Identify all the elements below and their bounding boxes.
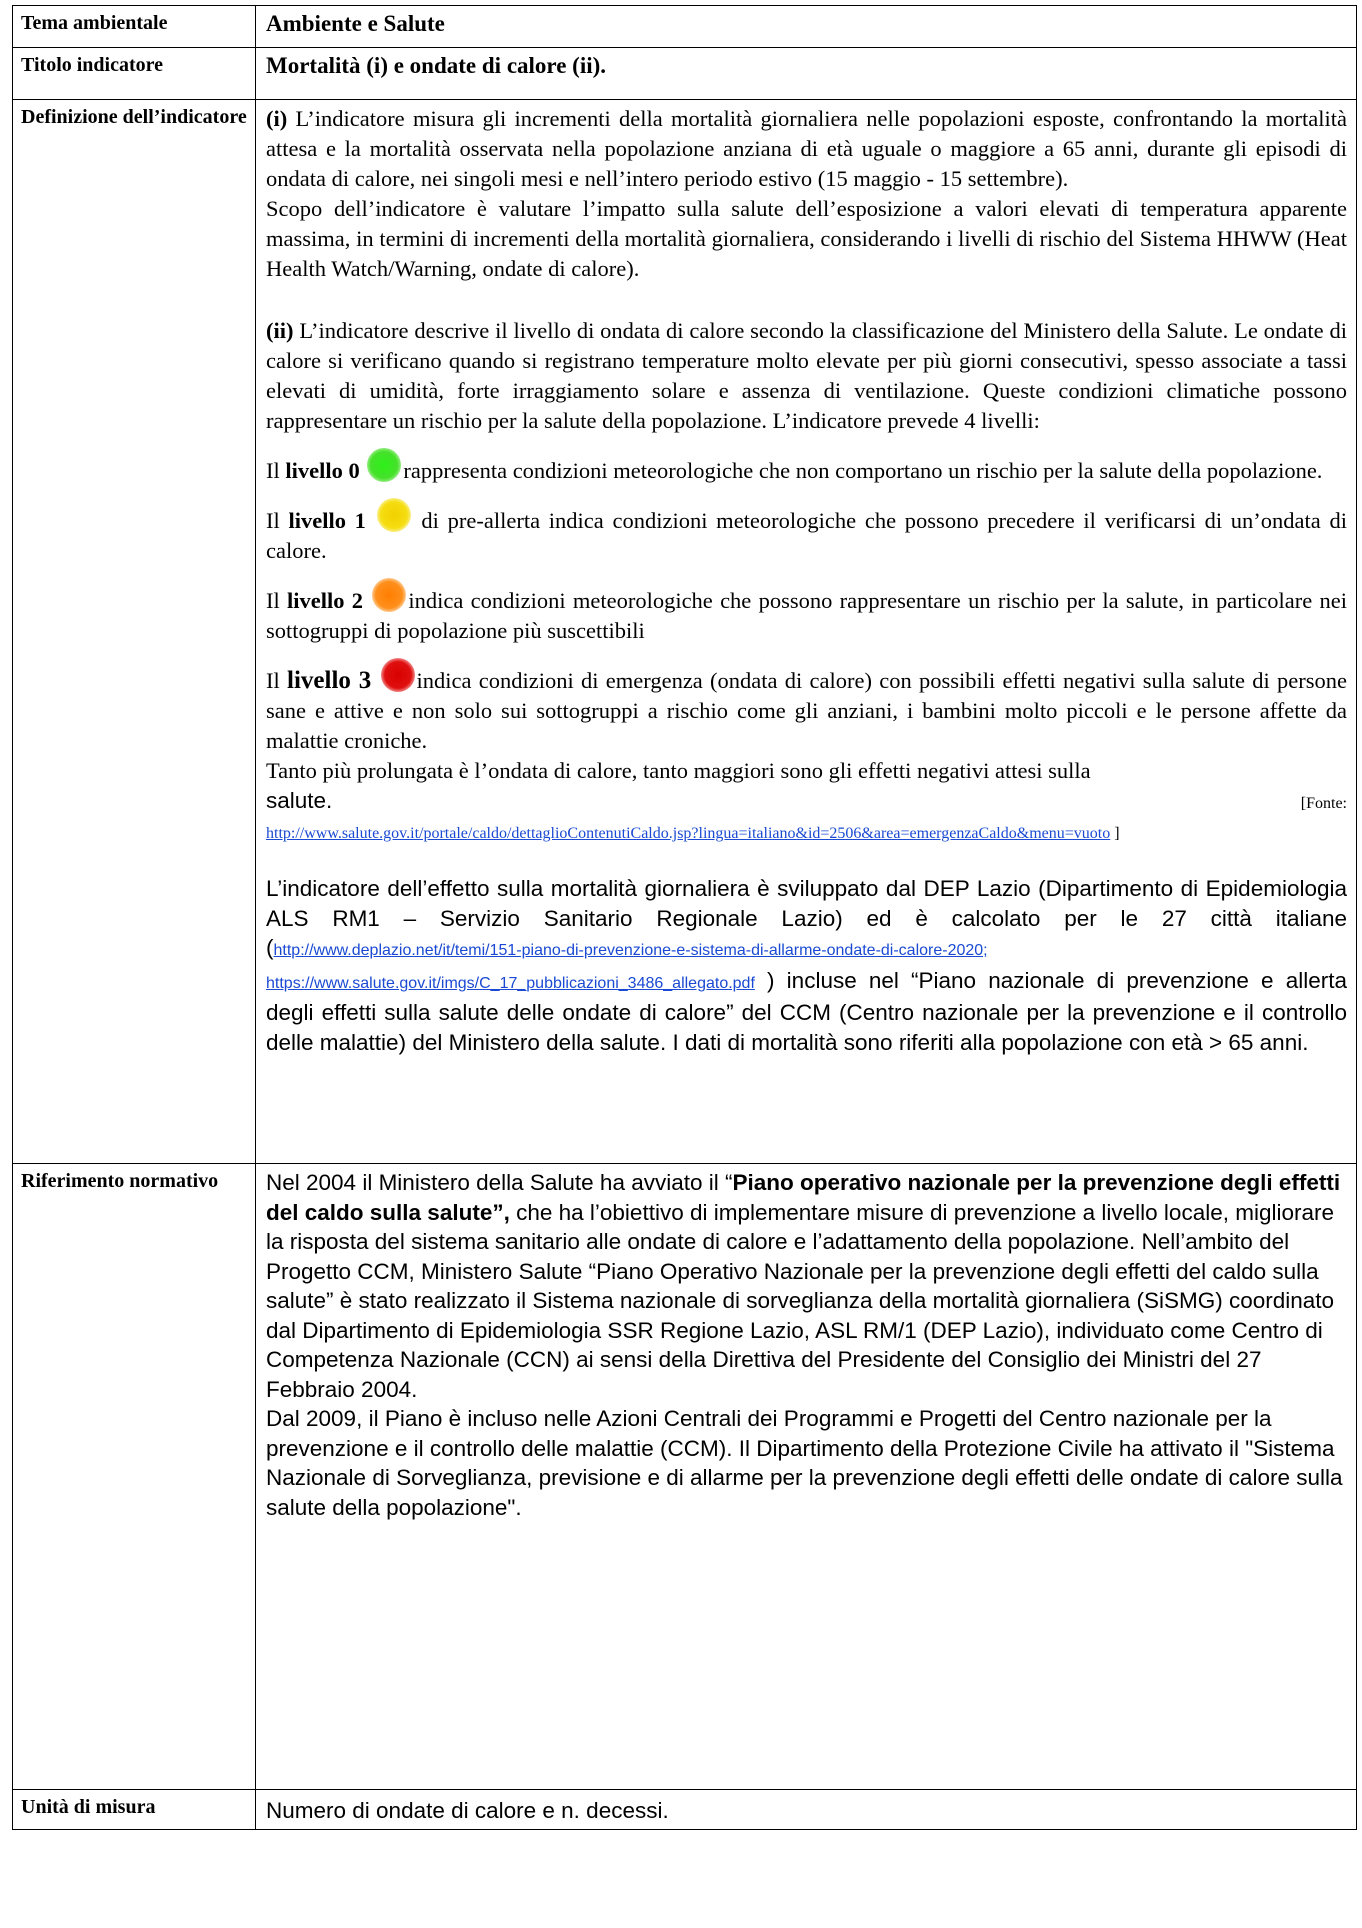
marker-ii: (ii): [266, 318, 294, 343]
value-tema: Ambiente e Salute: [256, 6, 1357, 48]
level-0-name: livello 0: [285, 458, 360, 483]
value-titolo: Mortalità (i) e ondate di calore (ii).: [256, 48, 1357, 100]
def-paragraph-i: [266, 104, 1347, 194]
red-circle-icon: [381, 658, 415, 692]
label-unita: Unità di misura: [13, 1790, 256, 1830]
level-0-text: rappresenta condizioni meteorologiche che non comportano un rischio per la salute della popolazione.: [403, 458, 1323, 483]
level-1-text: di pre-allerta indica condizioni meteorologiche che possono precedere il verificarsi di un’ondata di calore.: [266, 508, 1347, 563]
level-1-item: Il livello 1 di pre-allerta indica condizioni meteorologiche che possono precedere il verificarsi di un’ondata di calore.: [266, 498, 1347, 566]
level-0-item: Il livello 0 rappresenta condizioni meteorologiche che non comportano un rischio per la salute della popolazione.: [266, 448, 1347, 486]
row-riferimento: [13, 1164, 1357, 1790]
orange-circle-icon: [372, 578, 406, 612]
indicator-table: [12, 5, 1357, 1830]
level-2-name: livello 2: [287, 588, 364, 613]
label-riferimento: Riferimento normativo: [13, 1164, 256, 1790]
row-definizione: [13, 100, 1357, 1164]
marker-i: (i): [266, 106, 288, 131]
ref-plan-title: Piano operativo nazionale per la prevenzione degli effetti del caldo sulla salute”,: [266, 1170, 1341, 1225]
value-unita: Numero di ondate di calore e n. decessi.: [256, 1790, 1357, 1830]
source-link[interactable]: http://www.salute.gov.it/portale/caldo/dettaglioContenutiCaldo.jsp?lingua=italiano&id=2506&area=emergenzaCaldo&menu=vuoto: [266, 825, 1111, 842]
salute-pdf-link[interactable]: https://www.salute.gov.it/imgs/C_17_pubblicazioni_3486_allegato.pdf: [266, 974, 755, 992]
level-3-name: livello 3: [287, 667, 372, 694]
source-link-line: http://www.salute.gov.it/portale/caldo/dettaglioContenutiCaldo.jsp?lingua=italiano&id=2506&area=emergenzaCaldo&menu=vuoto ]: [266, 825, 1120, 842]
deplazio-link[interactable]: http://www.deplazio.net/it/temi/151-piano-di-prevenzione-e-sistema-di-allarme-ondate-di-calore-2020;: [273, 942, 988, 959]
level-1-name: livello 1: [288, 508, 366, 533]
dep-text-a: L’indicatore dell’effetto sulla mortalità giornaliera è sviluppato dal DEP Lazio (Dipartimento di Epidemiologia ALS RM1 – Servizio Sanitario Regionale Lazio) ed è calcolato per le 27 città italiane (: [266, 876, 1347, 960]
def-paragraph-duration: Tanto più prolungata è l’ondata di calore, tanto maggiori sono gli effetti negativi attesi sulla: [266, 758, 1091, 783]
source-line: [266, 786, 1347, 819]
source-label: [Fonte:: [1300, 795, 1347, 812]
salute-word: salute.: [266, 788, 333, 813]
row-unita: [13, 1790, 1357, 1830]
label-definizione: Definizione dell’indicatore: [13, 100, 256, 1164]
value-definizione: [256, 100, 1357, 1164]
def-text-ii: L’indicatore descrive il livello di ondata di calore secondo la classificazione del Ministero della Salute. Le ondate di calore si verificano quando si registrano temperature molto elevate per più giorni consecutivi, spesso associate a tassi elevati di umidità, forte irraggiamento solare e assenza di ventilazione. Queste condizioni climatiche possono rappresentare un rischio per la salute della popolazione. L’indicatore prevede 4 livelli:: [266, 318, 1347, 433]
row-tema: [13, 6, 1357, 48]
def-text-i: L’indicatore misura gli incrementi della mortalità giornaliera nelle popolazioni esposte, confrontando la mortalità attesa e la mortalità osservata nella popolazione anziana di età uguale o maggiore a 65 anni, durante gli episodi di ondata di calore, nei singoli mesi e nell’intero periodo estivo (15 maggio - 15 settembre).: [266, 106, 1347, 191]
level-3-text: indica condizioni di emergenza (ondata di calore) con possibili effetti negativi sulla salute di persone sane e attive e non solo sui sottogruppi a rischio come gli anziani, i bambini molto piccoli e le persone affette da malattie croniche.: [266, 668, 1348, 753]
row-titolo: [13, 48, 1357, 100]
level-2-item: Il livello 2 indica condizioni meteorologiche che possono rappresentare un rischio per la salute, in particolare nei sottogruppi di popolazione più suscettibili: [266, 578, 1347, 646]
yellow-circle-icon: [377, 498, 411, 532]
def-paragraph-scope: Scopo dell’indicatore è valutare l’impatto sulla salute dell’esposizione a valori elevati di temperatura apparente massima, in termini di incrementi della mortalità giornaliera, considerando i livelli di rischio del Sistema HHWW (Heat Health Watch/Warning, ondate di calore).: [266, 196, 1347, 281]
label-tema: Tema ambientale: [13, 6, 256, 48]
def-paragraph-dep: [266, 874, 1347, 1057]
ref-paragraph-2: Dal 2009, il Piano è incluso nelle Azioni Centrali dei Programmi e Progetti del Centro nazionale per la prevenzione e il controllo delle malattie (CCM). Il Dipartimento della Protezione Civile ha attivato il "Sistema Nazionale di Sorveglianza, previsione e di allarme per la prevenzione degli effetti delle ondate di calore sulla salute della popolazione".: [266, 1406, 1343, 1520]
label-titolo: Titolo indicatore: [13, 48, 256, 100]
dep-text-b: ) incluse nel “Piano nazionale di prevenzione e allerta degli effetti sulla salute delle ondate di calore” del CCM (Centro nazionale per la prevenzione e il controllo delle malattie) del Ministero della salute. I dati di mortalità sono riferiti alla popolazione con età > 65 anni.: [266, 967, 1347, 1055]
ref-paragraph-1: Nel 2004 il Ministero della Salute ha avviato il “Piano operativo nazionale per la prevenzione degli effetti del caldo sulla salute”, che ha l’obiettivo di implementare misure di prevenzione a livello locale, migliorare la risposta del sistema sanitario alle ondate di calore e l’adattamento della popolazione. Nell’ambito del Progetto CCM, Ministero Salute “Piano Operativo Nazionale per la prevenzione degli effetti del caldo sulla salute” è stato realizzato il Sistema nazionale di sorveglianza della mortalità giornaliera (SiSMG) coordinato dal Dipartimento di Epidemiologia SSR Regione Lazio, ASL RM/1 (DEP Lazio), individuato come Centro di Competenza Nazionale (CCN) ai sensi della Direttiva del Presidente del Consiglio dei Ministri del 27 Febbraio 2004.: [266, 1170, 1341, 1402]
value-riferimento: [256, 1164, 1357, 1790]
level-2-text: indica condizioni meteorologiche che possono rappresentare un rischio per la salute, in particolare nei sottogruppi di popolazione più suscettibili: [266, 588, 1347, 643]
level-3-item: Il livello 3 indica condizioni di emergenza (ondata di calore) con possibili effetti negativi sulla salute di persone sane e attive e non solo sui sottogruppi a rischio come gli anziani, i bambini molto piccoli e le persone affette da malattie croniche.: [266, 658, 1347, 756]
def-paragraph-ii: [266, 316, 1347, 436]
green-circle-icon: [367, 448, 401, 482]
